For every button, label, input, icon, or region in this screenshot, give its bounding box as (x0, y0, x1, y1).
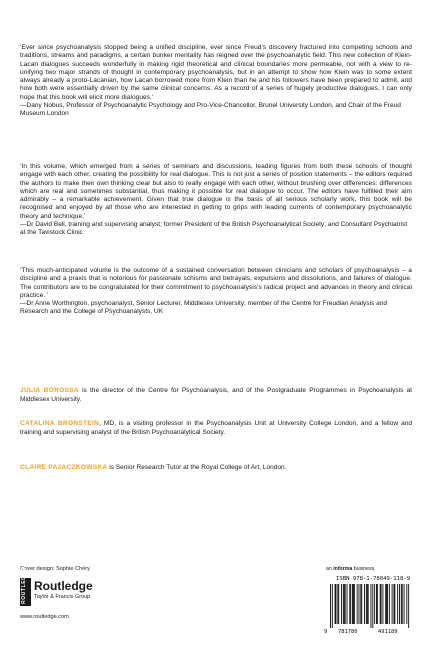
barcode-bar (408, 584, 409, 628)
imprint-prefix: an (326, 566, 334, 572)
barcode-bar (352, 584, 353, 624)
editor-bio-2 (20, 420, 412, 437)
endorsement-1 (20, 44, 412, 119)
barcode-bar (401, 584, 402, 624)
barcode-bar (357, 584, 358, 624)
isbn-text: ISBN 978-1-78049-118-9 (336, 576, 411, 582)
barcode-bar (344, 584, 345, 624)
barcode-bar (345, 584, 346, 624)
barcode-bar (382, 584, 383, 624)
editor-bio-text: is Senior Research Tutor at the Royal College of Art, London. (107, 464, 287, 471)
barcode-bar (399, 584, 400, 624)
barcode-bar (347, 584, 348, 624)
barcode-bar (338, 584, 339, 624)
cover-design-credit: Cover design: Sophie Chéry (20, 566, 90, 572)
editor-bio-3 (20, 464, 412, 473)
routledge-logo-mark (20, 567, 31, 606)
barcode-bar (343, 584, 344, 624)
imprint-brand: informa (333, 566, 353, 572)
editor-bio-text: is the director of the Centre for Psychoanalysis, and of the Postgraduate Programmes in Psychoanalysis at Middlesex University. (20, 387, 412, 403)
barcode-bar (377, 584, 378, 624)
publisher-subtitle: Taylor & Francis Group (34, 594, 91, 600)
barcode-bar (361, 584, 362, 624)
barcode-bar (394, 584, 395, 624)
barcode-bar (402, 584, 403, 624)
barcode-digits-right: 491189 (378, 629, 398, 634)
barcode-bar (368, 584, 369, 624)
barcode-bar (397, 584, 398, 624)
barcode-digits-left: 781780 (338, 629, 358, 634)
barcode-bar (366, 584, 367, 624)
barcode-bar (385, 584, 386, 624)
barcode-bar (337, 584, 338, 624)
barcode-bar (336, 584, 337, 624)
endorsement-attribution: —Dr Anne Worthington, psychoanalyst, Senior Lecturer, Middlesex University; member of the Centre for Freudian Analysis and Research and the College of Psychoanalysts, UK (20, 300, 388, 316)
barcode-bar (404, 584, 405, 624)
logo-spine-text: ROUTLEDGE (21, 567, 27, 604)
barcode-bar (330, 584, 331, 628)
barcode-left-digit: 9 (324, 629, 328, 634)
endorsement-3 (20, 267, 412, 317)
barcode-bar (381, 584, 382, 624)
endorsement-2 (20, 163, 412, 238)
editor-name: JULIA BOROSSA (20, 387, 79, 394)
publisher-website[interactable]: www.routledge.com (20, 614, 69, 620)
barcode-bar (367, 584, 368, 624)
isbn-barcode (322, 576, 414, 634)
barcode-bar (380, 584, 381, 624)
barcode-bar (370, 584, 371, 628)
endorsement-quote: ‘This much-anticipated volume is the outcome of a sustained conversation between clinicians and scholars of psychoanalysis – a discipline and a praxis that is notorious for passionate schisms and betrayals, expulsions and dissolutions, and failures of dialogue. The contributors are to be congratulated for their commitment to psychoanalysis’s radical project and advances in theory and clinical practice. ’ (20, 267, 412, 299)
endorsement-quote: ‘In this volume, which emerged from a series of seminars and discussions, leading figures from both these schools of thought engage with each other, creating the possibility for real dialogue. This is not just a series of position statements – the editors required the authors to make their own thinking clear but also to really engage with each other, without brushing over differences: differences which are real and sometimes substantial, thus making it possible for real dialogue to occur. The editors have fulfilled their aim admirably – a remarkable achievement. Given that true dialogue is the basis of all serious scholarly work, this book will be recognised and enjoyed by all those who are interested in getting to grips with leading currents of contemporary psychoanalytic theory and technique.’ (20, 163, 412, 220)
editor-name: CATALINA BRONSTEIN (20, 420, 100, 427)
endorsement-attribution: —Dr David Bell, training and supervising analyst; former President of the British Psychoanalytical Society; and Consultant Psychiatrist at the Tavistock Clinic (20, 221, 408, 237)
barcode-bar (341, 584, 342, 624)
imprint-suffix: business (352, 566, 375, 572)
barcode-bar (353, 584, 354, 624)
barcode-bar (332, 584, 333, 628)
barcode-bar (360, 584, 361, 624)
barcode-bar (354, 584, 355, 624)
barcode-bar (374, 584, 375, 624)
barcode-bar (349, 584, 350, 624)
barcode-bar (359, 584, 360, 624)
editor-bio-text: , MD, is a visiting professor in the Psychoanalysis Unit at University College London, and a fellow and training and supervising analyst of the British Psychoanalytical Society. (20, 420, 412, 436)
barcode-bar (364, 584, 365, 624)
barcode-bar (376, 584, 377, 624)
barcode-bar (392, 584, 393, 624)
editor-name: CLAIRE PAJACZKOWSKA (20, 464, 108, 471)
barcode-bar (386, 584, 387, 624)
endorsement-attribution: —Dany Nobus, Professor of Psychoanalytic Psychology and Pro-Vice-Chancellor, Brunel University London, and Chair of the Freud Museum London (20, 102, 401, 118)
barcode-bar (387, 584, 388, 624)
endorsement-quote: ‘Ever since psychoanalysis stopped being a unified discipline, ever since Freud’s discovery fractured into competing schools and traditions, streams and paradigms, a certain bunker mentality has reigned over the psychoanalytic field. This new collection of Klein-Lacan dialogues succeeds wonderfully in making rigid theoretical and clinical boundaries more permeable, not with a view to re-unifying two major strands of thought in contemporary psychoanalysis, but in an attempt to show how Klein was to some extent always already a proto-Lacanian, how Lacan borrowed more from Klein than he and his followers have been prepared to admit, and how both were essentially driven by the same clinical concerns. As a record of a series of hugely productive dialogues, I can only hope that this book will elicit more dialogues.’ (20, 44, 412, 101)
barcode-bar (335, 584, 336, 624)
barcode-bar (389, 584, 390, 624)
barcode-bar (406, 584, 407, 624)
informa-imprint (326, 566, 374, 572)
publisher-name: Routledge (34, 579, 93, 593)
barcode-bar (393, 584, 394, 624)
editor-bio-1 (20, 387, 412, 404)
barcode-bar (350, 584, 351, 624)
barcode-graphic (322, 584, 414, 634)
barcode-bar (372, 584, 373, 628)
